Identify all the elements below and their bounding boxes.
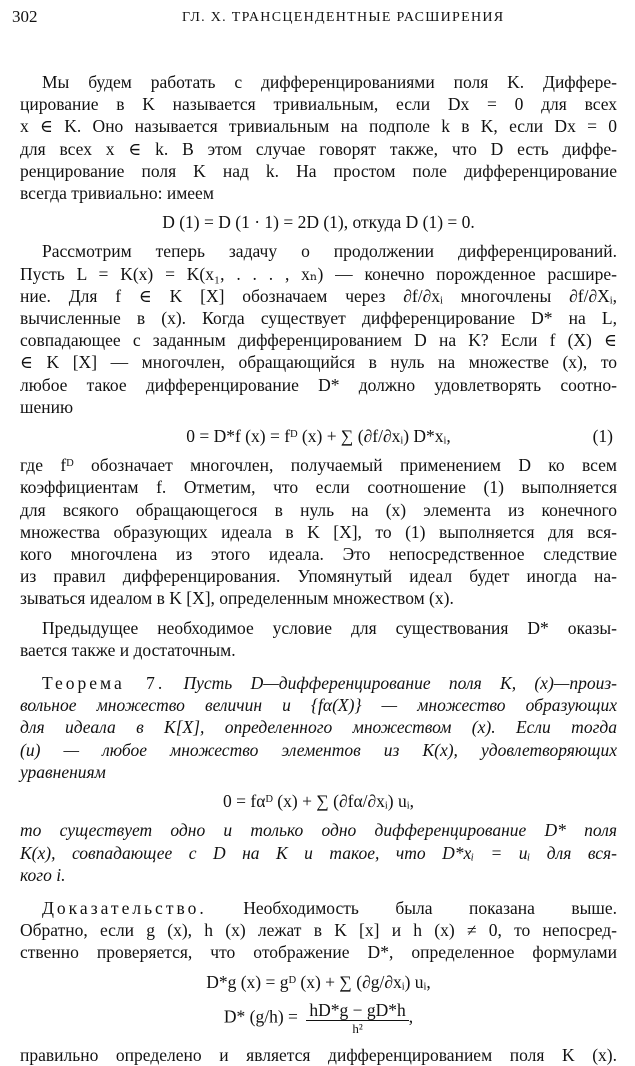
text-line <box>20 672 617 694</box>
text-line: ственно проверяется, что отображение D*, определенное формулами <box>20 942 617 963</box>
theorem-label: Теорема 7. <box>42 673 166 694</box>
text-line: совпадающее с заданным дифференцированием D на K? Если f (X) ∈ <box>20 330 617 351</box>
text-line: ние. Для f ∈ K [X] обозначаем через ∂f/∂xᵢ многочлены ∂f/∂Xᵢ, <box>20 285 617 306</box>
text-line: для всех x ∈ k. В этом случае говорят также, что D есть диффе- <box>20 138 617 159</box>
proof <box>20 897 617 964</box>
text-line: кого i. <box>20 864 66 885</box>
text-line: коэффициентам f. Отметим, что если соотношение (1) выполняется <box>20 477 617 498</box>
page-body <box>20 71 617 1066</box>
theorem-7 <box>20 672 617 783</box>
formula-dg: D*g (x) = gᴰ (x) + ∑ (∂g/∂xᵢ) uᵢ, <box>206 971 431 992</box>
text-line: Пусть L = K(x) = K(x₁, . . . , xₙ) — конечно порожденное расшире- <box>20 263 617 284</box>
text-line: множества образующих идеала в K [X], то (1) выполняется для вся- <box>20 521 617 542</box>
comma: , <box>408 1006 414 1027</box>
text-line: x ∈ K. Оно называется тривиальным на подполе k в K, если Dx = 0 <box>20 116 617 137</box>
formula-trivial: D (1) = D (1 · 1) = 2D (1), откуда D (1) = 0. <box>162 212 475 233</box>
text-line: K(x), совпадающее с D на K и такое, что D*xᵢ = uᵢ для вся- <box>20 842 617 863</box>
text-line: для идеала в K[X], определенного множеством (x). Если тогда <box>20 717 617 738</box>
equation-number: (1) <box>592 426 613 447</box>
theorem-text: Пусть D—дифференцирование поля K, (x)—произ- <box>183 673 617 694</box>
text-line: Рассмотрим теперь задачу о продолжении дифференцирований. <box>42 241 617 262</box>
formula-quotient <box>20 1000 617 1037</box>
text-line: всегда тривиально: имеем <box>20 183 214 204</box>
paragraph-2 <box>20 240 617 418</box>
text-line: кого многочлена из этого идеала. Это непосредственное следствие <box>20 544 617 565</box>
text-line: то существует одно и только одно дифференцирование D* поля <box>20 820 617 841</box>
text-line: зываться идеалом в K [X], определенным множеством (x). <box>20 588 454 609</box>
formula-1-body: 0 = D*f (x) = fᴰ (x) + ∑ (∂f/∂xᵢ) D*xᵢ, <box>186 426 451 447</box>
paragraph-4 <box>20 617 617 661</box>
page-header <box>12 6 615 30</box>
formula-1 <box>20 425 617 447</box>
text-line: где fᴰ обозначает многочлен, получаемый применением D ко всем <box>20 455 617 476</box>
fraction-denominator: h² <box>352 1020 363 1036</box>
paragraph-1 <box>20 71 617 204</box>
running-head: ГЛ. X. ТРАНСЦЕНДЕНТНЫЕ РАСШИРЕНИЯ <box>182 10 505 25</box>
text-line: вольное множество величин и {fα(X)} — множество образующих <box>20 695 617 716</box>
quotient-fraction <box>306 1000 408 1037</box>
theorem-7-cont <box>20 819 617 886</box>
text-line: уравнениям <box>20 761 106 782</box>
text-line: ренцирование поля K над k. На простом поле дифференцирование <box>20 160 617 181</box>
formula-theorem: 0 = fαᴰ (x) + ∑ (∂fα/∂xᵢ) uᵢ, <box>223 791 414 812</box>
text-line: Предыдущее необходимое условие для существования D* оказы- <box>42 617 617 638</box>
text-line: ∈ K [X] — многочлен, обращающийся в нуль на множестве (x), то <box>20 352 617 373</box>
proof-text: Необходимость была показана выше. <box>243 897 617 918</box>
text-line <box>20 897 617 919</box>
text-line: цирование в K называется тривиальным, если Dx = 0 для всех <box>20 94 617 115</box>
text-line: из правил дифференцирования. Упомянутый идеал будет иногда на- <box>20 566 617 587</box>
text-line: шению <box>20 396 74 417</box>
proof-label: Доказательство. <box>42 897 207 918</box>
text-line: вычисленные в (x). Когда существует дифференцирование D* на L, <box>20 308 617 329</box>
text-line: вается также и достаточным. <box>20 639 236 660</box>
quotient-lhs: D* (g/h) = <box>223 1006 298 1027</box>
text-line: для всякого обращающегося в нуль на (x) элемента из конечного <box>20 499 617 520</box>
text-line: любое такое дифференцирование D* должно удовлетворять соотно- <box>20 374 617 395</box>
fraction-numerator: hD*g − gD*h <box>306 1000 408 1021</box>
text-line: Мы будем работать с дифференцированиями поля K. Диффере- <box>42 72 617 92</box>
page-number: 302 <box>12 7 38 26</box>
text-line: Обратно, если g (x), h (x) лежат в K [x] и h (x) ≠ 0, то непосред- <box>20 920 617 941</box>
text-line: правильно определено и является дифференцированием поля K (x). <box>20 1044 617 1065</box>
text-line: (u) — любое множество элементов из K(x), удовлетворяющих <box>20 739 617 760</box>
paragraph-3 <box>20 454 617 609</box>
